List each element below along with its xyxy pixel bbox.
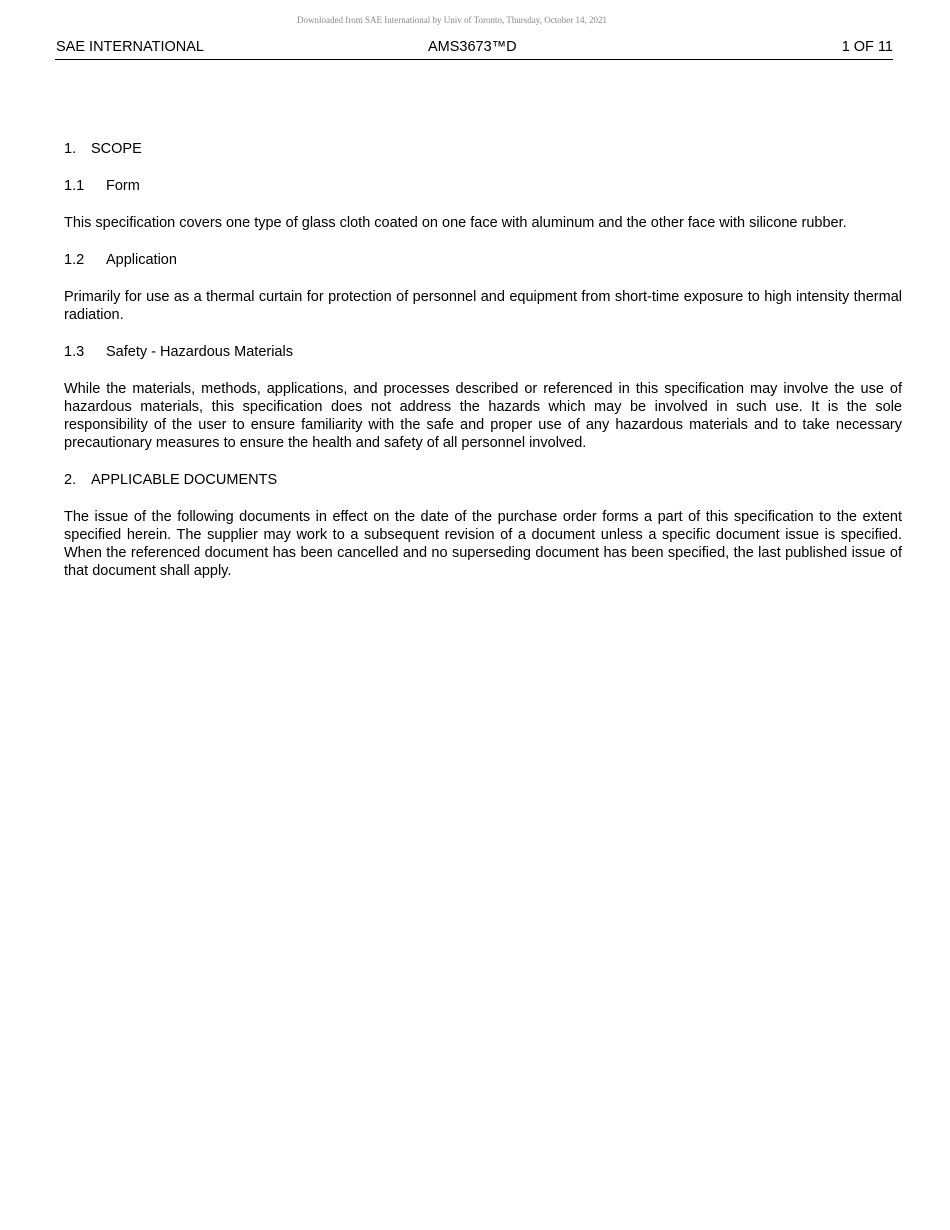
section-heading-form (64, 177, 902, 195)
header-document-id: AMS3673™D (428, 39, 517, 55)
section-title: Form (106, 178, 140, 194)
section-title: Application (106, 252, 177, 268)
section-paragraph-safety: While the materials, methods, applications, and processes described or referenced in this specification may involve the use of hazardous materials, this specification does not address the hazards which may be involved in such use. It is the sole responsibility of the user to ensure familiarity with the safe and proper use of any hazardous materials and to take necessary precautionary measures to ensure the health and safety of all personnel involved. (64, 381, 902, 451)
section-heading-applicable-documents (64, 471, 902, 489)
document-body (64, 140, 902, 599)
running-header (55, 38, 893, 60)
download-notice: Downloaded from SAE International by Univ of Toronto, Thursday, October 14, 2021 (297, 15, 607, 25)
section-paragraph-application: Primarily for use as a thermal curtain for protection of personnel and equipment from short-time exposure to high intensity thermal radiation. (64, 289, 902, 323)
section-paragraph-form: This specification covers one type of glass cloth coated on one face with aluminum and the other face with silicone rubber. (64, 215, 847, 231)
header-page-number: 1 OF 11 (841, 39, 893, 55)
section-heading-application (64, 251, 902, 269)
section-title: SCOPE (91, 141, 142, 157)
section-number: 1.2 (64, 252, 85, 268)
section-number: 2. (64, 472, 77, 488)
section-heading-safety (64, 343, 902, 361)
section-heading-scope (64, 140, 902, 158)
section-number: 1.1 (64, 178, 85, 194)
section-number: 1. (64, 141, 77, 157)
header-organization: SAE INTERNATIONAL (56, 39, 204, 55)
section-title: APPLICABLE DOCUMENTS (91, 472, 278, 488)
section-title: Safety - Hazardous Materials (106, 344, 293, 360)
section-paragraph-applicable-documents: The issue of the following documents in effect on the date of the purchase order forms a part of this specification to the extent specified herein. The supplier may work to a subsequent revision of a document unless a specific document issue is specified. When the referenced document has been cancelled and no superseding document has been specified, the last published issue of that document shall apply. (64, 509, 902, 579)
section-number: 1.3 (64, 344, 85, 360)
